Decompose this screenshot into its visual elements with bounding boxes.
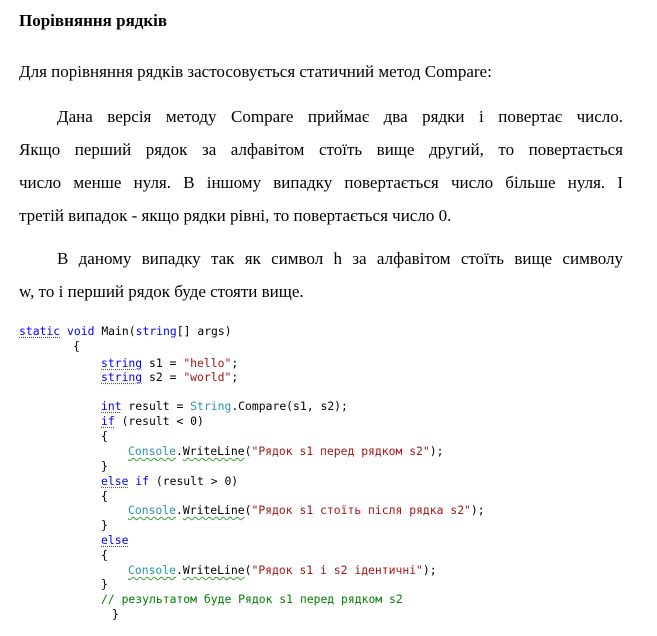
code-token: (	[244, 563, 252, 577]
code-line-open-brace: {	[73, 339, 80, 353]
code-token: s2 =	[142, 370, 184, 384]
code-token: if	[135, 474, 150, 488]
code-token: .Compare(s1, s2);	[231, 399, 348, 413]
code-token: .	[176, 444, 183, 458]
code-token: string	[101, 370, 143, 384]
code-token: ;	[231, 370, 239, 384]
code-line-brace: {	[101, 548, 108, 562]
code-token: (result > 0)	[149, 474, 239, 488]
code-token: (result < 0)	[114, 414, 204, 428]
code-token: string	[101, 356, 143, 370]
code-token: if	[101, 414, 115, 428]
code-token: result =	[121, 399, 191, 413]
code-line-brace: }	[101, 459, 108, 473]
code-token: "Рядок s1 стоїть після рядка s2"	[251, 503, 471, 517]
code-line-writeline-1	[128, 444, 444, 458]
code-token: int	[101, 399, 122, 413]
code-token: (	[244, 503, 252, 517]
code-line-comment: // результатом буде Рядок s1 перед рядком s2	[101, 592, 403, 606]
code-token: );	[422, 563, 437, 577]
code-token: WriteLine	[182, 503, 245, 517]
code-token: String	[190, 399, 232, 413]
code-line-close-brace: }	[112, 607, 119, 621]
code-token: Console	[128, 503, 177, 517]
code-line-if	[101, 414, 204, 428]
code-token: [] args)	[176, 324, 232, 338]
code-token: .	[176, 563, 183, 577]
code-line-writeline-3	[128, 563, 437, 577]
code-token: static	[19, 324, 61, 338]
code-token: void	[67, 324, 95, 338]
code-token: (	[244, 444, 252, 458]
code-token: ;	[231, 356, 239, 370]
code-line-brace: {	[101, 489, 108, 503]
code-line-brace: }	[101, 577, 108, 591]
code-token: Main(	[101, 324, 136, 338]
code-token: );	[429, 444, 444, 458]
code-token: Console	[128, 563, 177, 577]
code-line-else-if	[101, 474, 238, 488]
code-token: WriteLine	[182, 563, 245, 577]
code-token: "world"	[183, 370, 232, 384]
para2-line-1: В даному випадку так як символ h за алфавітом стоїть вище символу	[57, 249, 623, 268]
code-token: );	[470, 503, 485, 517]
para1-line-3: число менше нуля. В іншому випадку повертається число більше нуля. І	[19, 173, 623, 192]
code-line-s2	[101, 370, 238, 384]
code-token: "hello"	[183, 356, 232, 370]
code-token: Console	[128, 444, 177, 458]
code-line-writeline-2	[128, 503, 485, 517]
code-line-else	[101, 533, 128, 547]
para1-line-2: Якщо перший рядок за алфавітом стоїть вище другий, то повертається	[19, 140, 623, 159]
code-line-brace: {	[101, 429, 108, 443]
code-line-main	[19, 324, 232, 338]
code-token: else	[101, 474, 129, 488]
code-token: "Рядок s1 і s2 ідентичні"	[251, 563, 423, 577]
code-line-s1	[101, 356, 238, 370]
code-token: string	[135, 324, 177, 338]
code-token: WriteLine	[182, 444, 245, 458]
section-heading: Порівняння рядків	[19, 11, 168, 30]
code-line-brace: }	[101, 518, 108, 532]
code-token: s1 =	[142, 356, 184, 370]
para1-line-4: третій випадок - якщо рядки рівні, то повертається число 0.	[19, 206, 452, 225]
para1-line-1: Дана версія методу Compare приймає два рядки і повертає число.	[57, 107, 623, 126]
code-token: else	[101, 533, 129, 547]
intro-paragraph: Для порівняння рядків застосовується статичний метод Compare:	[19, 62, 492, 81]
code-token: .	[176, 503, 183, 517]
code-token: "Рядок s1 перед рядком s2"	[251, 444, 430, 458]
para2-line-2: w, то і перший рядок буде стояти вище.	[19, 282, 304, 301]
code-line-result	[101, 399, 348, 413]
